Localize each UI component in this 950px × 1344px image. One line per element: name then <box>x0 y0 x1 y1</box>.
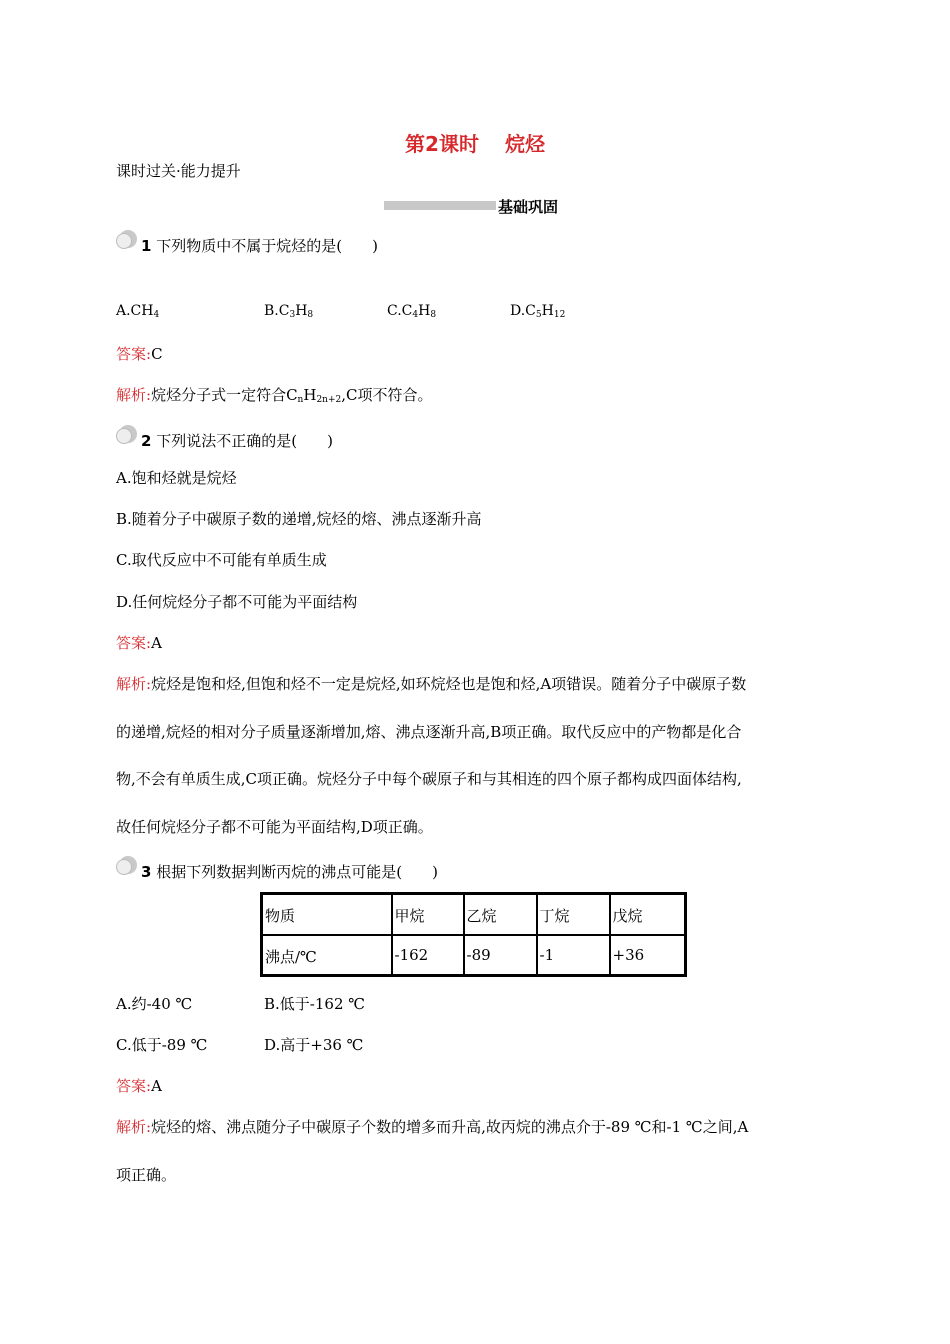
table-cell: 沸点/℃ <box>262 935 392 976</box>
q1-answer <box>116 343 163 364</box>
answer-label: 答案: <box>116 1077 152 1095</box>
question-text: 根据下列数据判断丙烷的沸点可能是( ) <box>156 863 438 881</box>
question-2 <box>141 430 333 451</box>
q3-analysis-line-1: 解析:烷烃的熔、沸点随分子中碳原子个数的增多而升高,故丙烷的沸点介于-89 ℃和-1 ℃之间,A <box>116 1118 749 1136</box>
question-marker-icon <box>116 425 136 443</box>
analysis-label: 解析: <box>116 386 152 404</box>
table-header-row <box>262 894 686 935</box>
answer-value: A <box>151 634 162 652</box>
q3-option-a: A.约-40 ℃ <box>116 995 193 1013</box>
answer-label: 答案: <box>116 634 152 652</box>
answer-value: A <box>151 1077 162 1095</box>
table-cell: 戊烷 <box>610 894 686 935</box>
q1-option-d: $D.C_5H_{12}$ <box>510 303 566 320</box>
table-cell: 丁烷 <box>537 894 610 935</box>
boiling-point-table <box>260 892 687 977</box>
question-marker-icon <box>116 230 136 248</box>
q3-analysis-line-2: 项正确。 <box>116 1166 177 1184</box>
q2-analysis-line-4: 故任何烷烃分子都不可能为平面结构,D项正确。 <box>116 818 433 836</box>
answer-label: 答案: <box>116 345 152 363</box>
question-number: 3 <box>141 863 152 881</box>
table-cell: -89 <box>464 935 537 976</box>
table-cell: 乙烷 <box>464 894 537 935</box>
q1-analysis: 解析:烷烃分子式一定符合$C_nH_{2n+2},C$项不符合。 <box>116 386 433 405</box>
q1-option-a: $A.CH_4$ <box>116 303 160 320</box>
q2-option-c: C.取代反应中不可能有单质生成 <box>116 551 327 569</box>
q2-analysis-line-1: 解析:烷烃是饱和烃,但饱和烃不一定是烷烃,如环烷烃也是饱和烃,A项错误。随着分子中碳原子数 <box>116 675 747 693</box>
q1-option-c: $C.C_4H_8$ <box>387 303 437 320</box>
table-cell: -1 <box>537 935 610 976</box>
question-text: 下列物质中不属于烷烃的是( ) <box>156 237 378 255</box>
q3-option-c: C.低于-89 ℃ <box>116 1036 208 1054</box>
question-text: 下列说法不正确的是( ) <box>156 432 333 450</box>
q2-analysis-line-2: 的递增,烷烃的相对分子质量逐渐增加,熔、沸点逐渐升高,B项正确。取代反应中的产物都是化合 <box>116 723 742 741</box>
question-number: 2 <box>141 432 152 450</box>
table-cell: 甲烷 <box>392 894 464 935</box>
question-1 <box>141 235 378 256</box>
title-lesson: 第2课时 <box>405 132 479 156</box>
table-cell: +36 <box>610 935 686 976</box>
q2-analysis-line-3: 物,不会有单质生成,C项正确。烷烃分子中每个碳原子和与其相连的四个原子都构成四面体结构, <box>116 770 742 788</box>
question-number: 1 <box>141 237 152 255</box>
q3-answer <box>116 1075 162 1096</box>
section-bar <box>384 201 496 210</box>
subtitle: 课时过关·能力提升 <box>116 162 241 180</box>
q2-option-a: A.饱和烃就是烷烃 <box>116 469 237 487</box>
q2-option-d: D.任何烷烃分子都不可能为平面结构 <box>116 593 358 611</box>
q2-answer <box>116 632 162 653</box>
q1-option-b: $B.C_3H_8$ <box>264 303 314 320</box>
table-cell: 物质 <box>262 894 392 935</box>
question-3 <box>141 861 438 882</box>
page-title <box>0 128 950 157</box>
table-cell: -162 <box>392 935 464 976</box>
answer-value: C <box>151 345 163 363</box>
analysis-label: 解析: <box>116 1118 152 1136</box>
q3-option-d: D.高于+36 ℃ <box>264 1036 364 1054</box>
analysis-label: 解析: <box>116 675 152 693</box>
q3-option-b: B.低于-162 ℃ <box>264 995 366 1013</box>
table-row <box>262 935 686 976</box>
section-title: 基础巩固 <box>498 198 559 216</box>
question-marker-icon <box>116 856 136 874</box>
title-topic: 烷烃 <box>504 132 545 156</box>
q2-option-b: B.随着分子中碳原子数的递增,烷烃的熔、沸点逐渐升高 <box>116 510 482 528</box>
